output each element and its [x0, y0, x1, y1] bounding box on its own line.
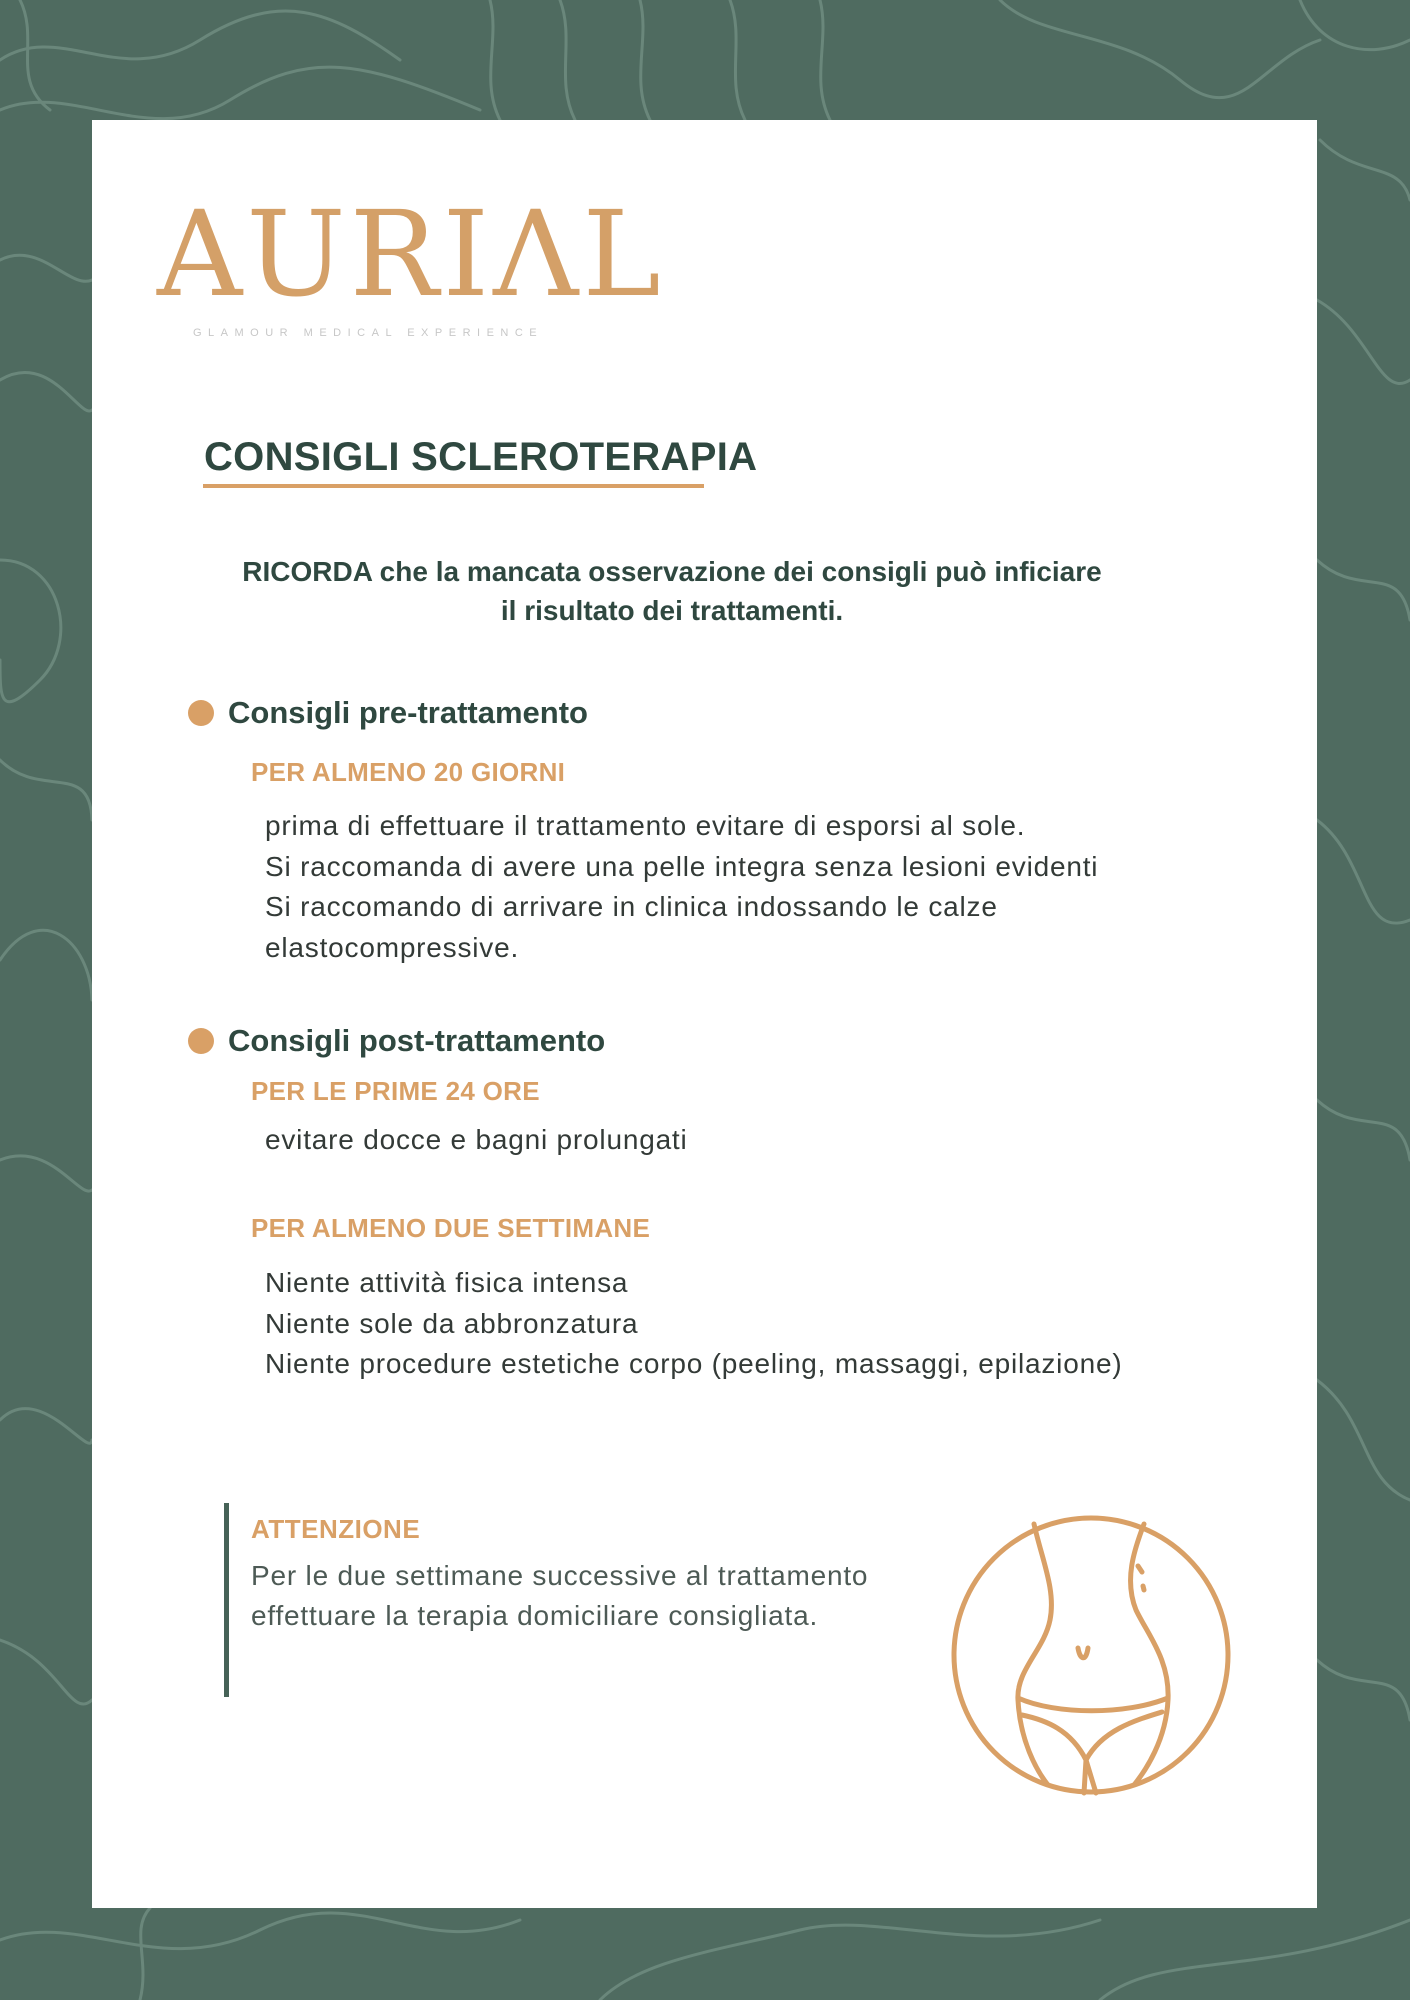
- list-item: elastocompressive.: [265, 931, 520, 963]
- pre-treatment-title: Consigli pre-trattamento: [228, 695, 588, 730]
- pre-treatment-heading: [188, 693, 588, 733]
- brand-tagline: GLAMOUR MEDICAL EXPERIENCE: [193, 327, 544, 339]
- pre-treatment-list: [265, 806, 1098, 968]
- list-item: Si raccomando di arrivare in clinica indossando le calze: [265, 891, 998, 922]
- attention-title: ATTENZIONE: [251, 1514, 421, 1544]
- dot-bullet-icon: [188, 1028, 214, 1054]
- reminder-notice: RICORDA che la mancata osservazione dei consigli può inficiare il risultato dei trattamenti.: [242, 556, 1102, 626]
- page-title: CONSIGLI SCLEROTERAPIA: [204, 435, 758, 479]
- post-treatment-two-weeks-list: [265, 1263, 1122, 1385]
- title-underline: [203, 484, 704, 488]
- post-treatment-24h-list: [265, 1120, 688, 1161]
- brand-logo: [157, 185, 665, 339]
- list-item: Si raccomanda di avere una pelle integra senza lesioni evidenti: [265, 850, 1099, 882]
- brand-name: AURIΛL: [157, 185, 665, 323]
- attention-accent-bar: [224, 1503, 229, 1697]
- post-treatment-title: Consigli post-trattamento: [228, 1023, 606, 1058]
- pre-treatment-duration-label: PER ALMENO 20 GIORNI: [251, 757, 566, 787]
- list-item: Niente sole da abbronzatura: [265, 1307, 639, 1339]
- attention-text: Per le due settimane successive al trattamento effettuare la terapia domiciliare consigliata.: [251, 1560, 869, 1631]
- body-silhouette-icon: [946, 1510, 1236, 1800]
- list-item: prima di effettuare il trattamento evitare di esporsi al sole.: [265, 810, 1026, 841]
- list-item: Niente procedure estetiche corpo (peeling, massaggi, epilazione): [265, 1348, 1123, 1379]
- list-item: Niente attività fisica intensa: [265, 1267, 629, 1298]
- post-treatment-24h-label: PER LE PRIME 24 ORE: [251, 1076, 540, 1106]
- post-treatment-heading: [188, 1021, 605, 1061]
- dot-bullet-icon: [188, 700, 214, 726]
- post-treatment-two-weeks-label: PER ALMENO DUE SETTIMANE: [251, 1213, 651, 1243]
- list-item: evitare docce e bagni prolungati: [265, 1124, 688, 1155]
- advice-card: [92, 120, 1317, 1908]
